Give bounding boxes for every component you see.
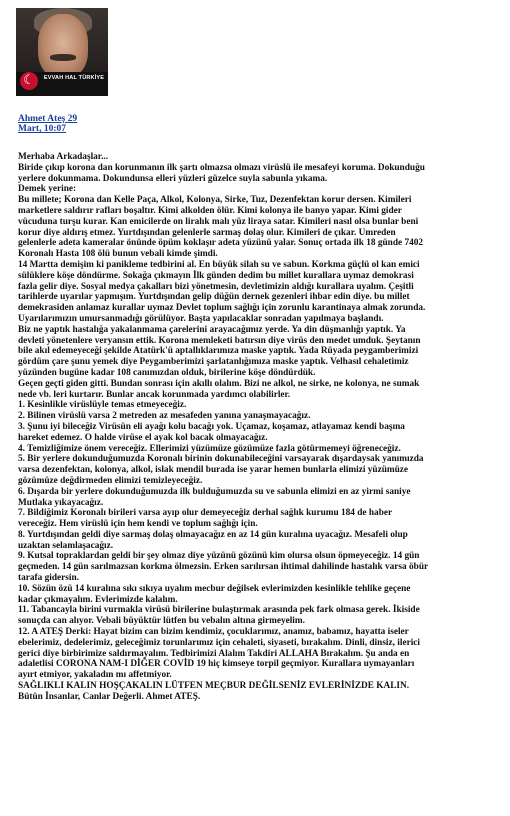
article-line: SAĞLIKLI KALIN HOŞÇAKALIN LÜTFEN MEÇBUR DEĞİLSENİZ EVLERİNİZDE KALIN. bbox=[18, 681, 410, 692]
article-line: gözümüze değdirmeden elimizi temizleyeceğiz. bbox=[18, 475, 203, 486]
article-line: varsa dezenfektan, kolonya, alkol, islak mendil burada ise yarar hemen bunlarla elimizi yüzümüze bbox=[18, 465, 409, 476]
article-line: vereceğiz. Hem virüslü için hem kendi ve toplum sağlığı için. bbox=[18, 519, 258, 530]
article-line: Uyarılarımızın umursanmadığı görülüyor. Başta yapılacaklar sonradan yapılmaya başlandı. bbox=[18, 313, 384, 324]
article-line: Bu millete; Korona dan Kelle Paça, Alkol, Kolonya, Sirke, Tuz, Dezenfektan korur dersen. Kimileri bbox=[18, 195, 412, 206]
article-line: 7. Bildiğimiz Koronalı birileri varsa ayıp olur demeyeceğiz derhal sağlık kurumu 184 de haber bbox=[18, 508, 393, 519]
article-line: geçmeden. 14 gün sarılmazsan korkma ölmezsin. Erken sarılırsan ihtimal dahilinde hastalık varsa öbür bbox=[18, 562, 429, 573]
article-line: Biz ne yaptık hastalığa yakalanmama çarelerini arayacağımız yerde. Ya din düşmanlığı yaptık. Ya bbox=[18, 324, 406, 335]
article-line: hareket edemez. O halde virüse el ayak kol bacak olmayacağız. bbox=[18, 432, 268, 443]
article-line: 2. Bilinen virüslü varsa 2 metreden az mesafeden yanına yanaşmayacağız. bbox=[18, 411, 311, 422]
article-line: vücuduna turşu kurar. Kan emicilerde on liralık malı yüz liraya satar. Kimileri nasıl olsa bunlar beni bbox=[18, 216, 419, 227]
author-avatar[interactable] bbox=[16, 8, 108, 96]
article-line: 11. Tabancayla birini vurmakla virüsü birilerine bulaştırmak arasında pek fark olmasa gerek. İkiside bbox=[18, 605, 420, 616]
article-line: gördüm çare şunu yemek diye Peygamberimizi şarlatanlığımıza maske yaptık. Velhasıl cehaletimiz bbox=[18, 357, 409, 368]
article-line: 14 Martta demişim ki panikleme tedbirini al. En büyük silah su ve sabun. Korkma güçlü ol kan emici bbox=[18, 259, 420, 270]
article-line: Geçen geçti giden gitti. Bundan sonrası için akıllı olalım. Bizi ne alkol, ne sirke, ne kolonya, ne sumak bbox=[18, 378, 420, 389]
article-line: yerlere dokunmama. Dokundunsa elleri yüzleri güzelce suyla sabunla yıkama. bbox=[18, 173, 328, 184]
article-line: marketlere saldırır rafları boşaltır. Kimi alkolden ölür. Kimi kolonya ile banyo yapar. Kimi gider bbox=[18, 205, 402, 216]
article-line: Koronalı Hasta 108 ölü bunun vebali kimde şimdi. bbox=[18, 249, 218, 260]
post-date-link[interactable]: Mart, 10:07 bbox=[18, 124, 67, 134]
article-line: tarafa gidersin. bbox=[18, 573, 79, 584]
article-line: 4. Temizliğimize önem vereceğiz. Ellerimizi yüzümüze gözümüze fazla götürmemeyi öğreneceğiz. bbox=[18, 443, 401, 454]
turkish-flag-icon: ☾ bbox=[20, 72, 38, 90]
article-line: tarihlerde uyarılar yapmışım. Yurtdışından gelip düğün dernek gezenleri ihbar edin diye. bu millet bbox=[18, 292, 410, 303]
article-line: 6. Dışarda bir yerlere dokunduğumuzda ilk bulduğumuzda su ve sabunla elimizi en az yirmi saniye bbox=[18, 486, 411, 497]
author-name-link[interactable] bbox=[18, 114, 77, 124]
article-line: sonuçda can alıyor. Vebali büyüktür lütfen bu vebalın altına girmeyelim. bbox=[18, 616, 305, 627]
avatar-mustache bbox=[50, 54, 76, 61]
article-line: 3. Şunu iyi bileceğiz Virüsün eli ayağı kolu bacağı yok. Uçamaz, koşamaz, atlayamaz kendi başına bbox=[18, 421, 405, 432]
article-line: devleti yönetenlere veryansın ettik. Korona memleketi batırsın diye virüs den medet umduk. Şeytanın bbox=[18, 335, 421, 346]
article-line: sülüklere köşe döndürme. Sokağa çıkmayın İlk günden dedim bu millet kurallara uymaz demokrasi bbox=[18, 270, 414, 281]
article-body bbox=[18, 152, 496, 703]
article-line: Mutlaka yıkayacağız. bbox=[18, 497, 104, 508]
article-line: fazla gelir diye. Sosyal medya çakalları bizi yönetmesin, devletimizin aldığı kurallara uyalım. Çeşitli bbox=[18, 281, 414, 292]
article-line: gelenlerle adeta kameralar önünde öpüm koklaşır adeta yüzünü yalar. Sonuç ortada ilk 18 günde 7402 bbox=[18, 238, 424, 249]
article-line: 5. Bir yerlere dokunduğumuzda Koronalı birinin dokunabileceğini varsayarak dışardaysak yanımızda bbox=[18, 454, 424, 465]
article-line: 1. Kesinlikle virüslüyle temas etmeyeceğiz. bbox=[18, 400, 187, 411]
article-line: uzaktan selamlaşacağız. bbox=[18, 540, 114, 551]
article-line: nede vb. leri kurtarır. Bunlar ancak korunmada yardımcı olabilirler. bbox=[18, 389, 291, 400]
article-line: bile akıl edemeyeceği şekilde Atatürk'ü aptallıklarımıza maske yaptık. Yada Rüyada peygamberimizi bbox=[18, 346, 419, 357]
article-line: demekrasiden anlamaz kurallar uymaz Devlet toplum sağlığı için zorunlu karantinaya almak zorunda. bbox=[18, 303, 426, 314]
avatar-face bbox=[38, 14, 88, 78]
article-line: yüzünden bugüne kadar 108 canımızdan olduk, birilerine köşe döndürdük. bbox=[18, 367, 316, 378]
author-name: Ahmet Ateş bbox=[18, 114, 66, 124]
avatar-caption: EVVAH HAL TÜRKİYE bbox=[43, 75, 105, 81]
article-line: adaletlisi CORONA NAM-I DİĞER COVİD 19 hiç kimseye torpil geçmiyor. Kurallara uymayanları bbox=[18, 659, 415, 670]
article-line: Biride çıkıp korona dan korunmanın ilk şartı olmazsa olmazı virüslü ile mesafeyi koruma. Dokunduğu bbox=[18, 162, 425, 173]
article-line: 9. Kutsal topraklardan geldi bir şey olmaz diye yüzünü gözünü kim olursa olsun öpmeyeceğiz. 14 gün bbox=[18, 551, 420, 562]
article-line: Merhaba Arkadaşlar... bbox=[18, 152, 109, 162]
article-line: kadar çıkmayalım. Evlerimizde kalalım. bbox=[18, 594, 178, 605]
article-line: ayırt etmiyor, yakaladın mı affetmiyor. bbox=[18, 670, 172, 681]
article-line: Bütün İnsanlar, Canlar Değerli. Ahmet ATEŞ. bbox=[18, 691, 201, 702]
article-line: ebelerimiz, dedelerimiz, geleceğimiz torunlarımız için cehaleti, siyaseti, bırakalım. Dinli, dinsiz, ilerici bbox=[18, 637, 420, 648]
article-line: gerici diye birbirimize saldırmayalım. Tedbirimizi Alalım Takdiri ALLAHA Bırakalım. Şu anda en bbox=[18, 648, 410, 659]
article-line: 10. Sözün özü 14 kuralına sıkı sıkıya uyalım mecbur değilsek evlerimizden kesinlikle tehlike geçene bbox=[18, 583, 411, 594]
article-line: Demek yerine: bbox=[18, 184, 77, 195]
article-line: 8. Yurtdışından geldi diye sarmaş dolaş olmayacağız en az 14 gün kuralına uyacağız. Mesafeli olup bbox=[18, 529, 408, 540]
article-line: 12. A ATEŞ Derki: Hayat bizim can bizim kendimiz, çocuklarımız, anamız, babamız, hayatta iseler bbox=[18, 627, 409, 638]
author-day: 29 bbox=[67, 114, 78, 124]
article-line: korur diye aldırış etmez. Yurtdışından gelenlerle sarmaş dolaş olur. Kimileri de çıkar. Umreden bbox=[18, 227, 396, 238]
